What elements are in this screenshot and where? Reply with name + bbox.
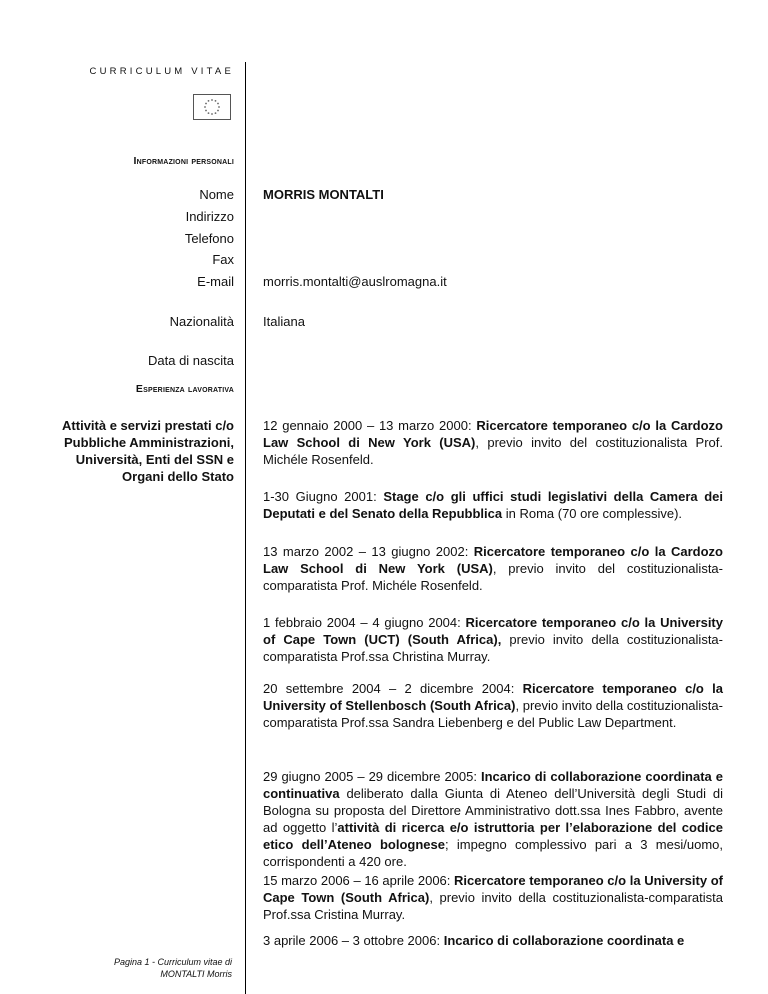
entry-bold-text: Ricercatore temporaneo c/o la University of Cape Town (South Africa) [263,873,723,905]
section-work-experience: Esperienza lavorativa [135,383,234,395]
work-entry [263,872,723,923]
value-name: MORRIS MONTALTI [263,187,384,202]
section-personal-info: Informazioni personali [133,155,234,167]
entry-text: 1-30 Giugno 2001: [263,489,384,504]
eu-flag-icon [193,94,231,120]
entry-text: 3 aprile 2006 – 3 ottobre 2006: [263,933,444,948]
entry-text: in Roma (70 ore complessive). [502,506,683,521]
entry-text: , previo invito della costituzionalista-comparatista Prof.ssa Sandra Liebenberg e del Public Law Department. [263,698,723,730]
work-entry [263,932,723,949]
column-divider [245,62,246,994]
label-birth-date: Data di nascita [148,353,234,368]
entry-bold-text: Ricercatore temporaneo c/o la University of Stellenbosch (South Africa) [263,681,723,713]
value-nationality: Italiana [263,314,305,329]
entry-bold-text: Stage c/o gli uffici studi legislativi della Camera dei Deputati e del Senato della Repubblica [263,489,724,521]
entry-text: 12 gennaio 2000 – 13 marzo 2000: [263,418,477,433]
cv-title: CURRICULUM VITAE [89,66,234,77]
work-category: Attività e servizi prestati c/o Pubbliche Amministrazioni, Università, Enti del SSN e Organi dello Stato [62,418,234,484]
entry-bold-text: Incarico di collaborazione coordinata e [443,933,685,948]
label-email: E-mail [197,274,234,289]
entry-text: , previo invito del costituzionalista-comparatista Prof. Michéle Rosenfeld. [263,561,723,593]
entry-text: , previo invito del costituzionalista Prof. Michéle Rosenfeld. [263,435,723,467]
entry-text: ; impegno complessivo pari a 3 mesi/uomo, corrispondenti a 420 ore. [263,837,723,869]
entry-bold-text: Incarico di collaborazione coordinata e continuativa [263,769,723,801]
label-nationality: Nazionalità [169,314,234,329]
footer-line-1: Pagina 1 - Curriculum vitae di [113,957,232,967]
entry-bold-text: attività di ricerca e/o istruttoria per l’elaborazione del codice etico dell’Ateneo bolognese [263,820,723,852]
entry-text: deliberato dalla Giunta di Ateneo dell’Università degli Studi di Bologna su proposta del Direttore Amministrativo dott.ssa Ines Fabbro, avente ad oggetto l’ [263,786,723,835]
page-footer [60,956,232,980]
entry-text: previo invito della costituzionalista-comparatista Prof.ssa Christina Murray. [263,632,723,664]
work-entry [263,768,723,870]
work-entry [263,680,723,731]
entry-text: 29 giugno 2005 – 29 dicembre 2005: [263,769,481,784]
entry-text: 1 febbraio 2004 – 4 giugno 2004: [263,615,466,630]
label-name: Nome [199,187,234,202]
work-entry [263,543,723,594]
entry-bold-text: Ricercatore temporaneo c/o la University of Cape Town (UCT) (South Africa), [263,615,723,647]
work-entry [263,488,723,522]
label-fax: Fax [212,252,234,267]
entry-text: , previo invito della costituzionalista-comparatista Prof.ssa Cristina Murray. [263,890,723,922]
work-entry [263,614,723,665]
entry-text: 15 marzo 2006 – 16 aprile 2006: [263,873,455,888]
label-phone: Telefono [184,231,234,246]
entry-text: 20 settembre 2004 – 2 dicembre 2004: [263,681,523,696]
entry-bold-text: Ricercatore temporaneo c/o la Cardozo Law School di New York (USA) [263,418,723,450]
entry-bold-text: Ricercatore temporaneo c/o la Cardozo Law School di New York (USA) [263,544,723,576]
value-email: morris.montalti@auslromagna.it [263,274,447,289]
label-address: Indirizzo [185,209,234,224]
entry-text: 13 marzo 2002 – 13 giugno 2002: [263,544,474,559]
work-entry [263,417,723,468]
footer-line-2: MONTALTI Morris [160,969,232,979]
